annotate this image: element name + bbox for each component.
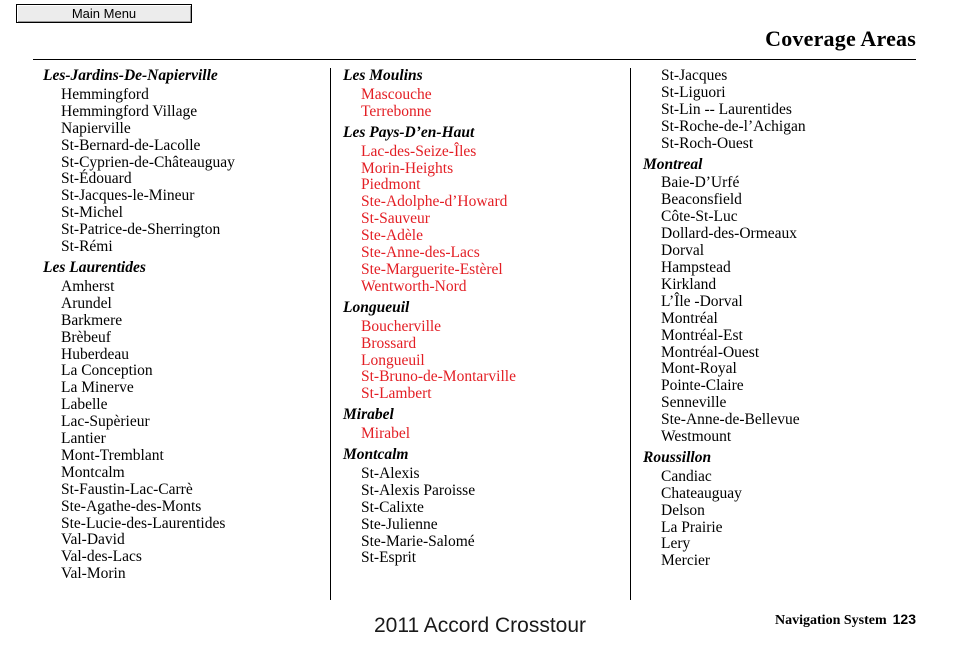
area-item: St-Michel	[61, 204, 123, 222]
area-item: Napierville	[61, 119, 131, 137]
area-item: Kirkland	[661, 275, 717, 293]
area-item: Montréal-Est	[661, 326, 743, 344]
area-item: Westmount	[661, 428, 732, 446]
area-list	[361, 426, 623, 443]
area-item: St-Calixte	[361, 498, 424, 516]
area-item: La Prairie	[661, 518, 723, 536]
area-item: Brèbeuf	[61, 328, 111, 346]
area-item: Longueuil	[361, 351, 425, 369]
region-block	[643, 68, 923, 153]
area-item: Piedmont	[361, 176, 421, 194]
area-item: Lantier	[61, 430, 106, 448]
area-item: Ste-Adèle	[361, 227, 423, 245]
area-item: St-Roche-de-l’Achigan	[661, 117, 806, 135]
area-item: Arundel	[61, 294, 112, 312]
footer-section-label: Navigation System	[775, 613, 887, 628]
area-list	[361, 319, 623, 404]
area-item: Pointe-Claire	[661, 377, 744, 395]
area-item: St-Roch-Ouest	[661, 134, 754, 152]
area-item: Montcalm	[61, 463, 125, 481]
area-item: L’Île -Dorval	[661, 292, 743, 310]
area-item: St-Patrice-de-Sherrington	[61, 221, 221, 239]
area-item: Mirabel	[361, 425, 411, 443]
area-item: Terrebonne	[361, 102, 432, 120]
area-item: Val-des-Lacs	[61, 548, 142, 566]
region-block	[343, 407, 623, 443]
main-menu-button[interactable]: Main Menu	[16, 4, 192, 23]
page-number: 123	[892, 611, 916, 627]
region-heading: Montreal	[643, 155, 703, 173]
area-list	[661, 469, 923, 570]
area-item: Mont-Tremblant	[61, 446, 164, 464]
area-item: Lac-des-Seize-Îles	[361, 142, 477, 160]
area-item: Ste-Anne-des-Lacs	[361, 244, 480, 262]
area-item: La Conception	[61, 362, 153, 380]
area-list	[361, 144, 623, 296]
title-divider	[33, 59, 916, 60]
area-item: Dollard-des-Ormeaux	[661, 225, 798, 243]
area-item: Ste-Marguerite-Estèrel	[361, 260, 503, 278]
area-item: Ste-Agathe-des-Monts	[61, 497, 202, 515]
area-item: St-Rémi	[61, 238, 113, 256]
area-item: Lac-Supèrieur	[61, 413, 150, 431]
column-divider-2	[630, 68, 631, 600]
area-item: Boucherville	[361, 317, 442, 335]
page-title: Coverage Areas	[765, 26, 916, 51]
area-item: Wentworth-Nord	[361, 277, 467, 295]
area-item: St-Bernard-de-Lacolle	[61, 136, 201, 154]
region-block	[343, 68, 623, 121]
area-item: Delson	[661, 501, 705, 519]
area-item: St-Sauveur	[361, 210, 430, 228]
region-block	[643, 157, 923, 446]
area-item: Côte-St-Luc	[661, 208, 738, 226]
area-item: Chateauguay	[661, 484, 742, 502]
area-item: St-Alexis Paroisse	[361, 481, 476, 499]
column-1	[43, 68, 323, 587]
area-list	[661, 175, 923, 446]
area-item: St-Alexis	[361, 464, 420, 482]
column-divider-1	[330, 68, 331, 600]
area-item: Ste-Anne-de-Bellevue	[661, 411, 800, 429]
region-block	[343, 125, 623, 296]
region-block	[343, 300, 623, 403]
area-item: La Minerve	[61, 379, 134, 397]
column-3	[643, 68, 923, 574]
area-list	[61, 87, 323, 256]
area-item: Ste-Marie-Salomé	[361, 532, 475, 550]
area-item: Ste-Julienne	[361, 515, 438, 533]
column-2	[343, 68, 623, 571]
area-item: Ste-Lucie-des-Laurentides	[61, 514, 226, 532]
area-item: St-Liguori	[661, 83, 726, 101]
region-block	[43, 68, 323, 256]
area-list	[361, 87, 623, 121]
area-item: Hemmingford	[61, 85, 149, 103]
area-item: Hemmingford Village	[61, 102, 198, 120]
area-item: Brossard	[361, 334, 417, 352]
region-heading: Longueuil	[343, 298, 410, 316]
area-item: St-Bruno-de-Montarville	[361, 368, 516, 386]
area-item: St-Cyprien-de-Châteauguay	[61, 153, 235, 171]
region-heading: Les-Jardins-De-Napierville	[43, 67, 218, 84]
area-list	[661, 68, 923, 153]
region-heading: Roussillon	[643, 448, 712, 466]
area-item: St-Esprit	[361, 549, 417, 567]
area-list	[61, 279, 323, 583]
area-item: St-Lambert	[361, 385, 432, 403]
area-item: Mercier	[661, 552, 711, 570]
region-block	[343, 447, 623, 567]
region-heading: Montcalm	[343, 446, 409, 464]
area-item: Lery	[661, 535, 691, 553]
region-block	[643, 450, 923, 570]
area-item: Senneville	[661, 394, 727, 412]
area-item: Dorval	[661, 242, 705, 260]
area-item: Ste-Adolphe-d’Howard	[361, 193, 508, 211]
area-item: Labelle	[61, 396, 108, 414]
area-item: Val-Morin	[61, 565, 126, 583]
area-item: Amherst	[61, 277, 115, 295]
area-item: Morin-Heights	[361, 159, 454, 177]
area-item: Montréal-Ouest	[661, 343, 760, 361]
area-item: Barkmere	[61, 311, 123, 329]
watermark-text: 2011 Accord Crosstour	[373, 614, 587, 637]
area-item: Mont-Royal	[661, 360, 737, 378]
area-item: St-Faustin-Lac-Carrè	[61, 480, 193, 498]
area-item: Candiac	[661, 467, 712, 485]
area-item: Huberdeau	[61, 345, 129, 363]
area-item: St-Jacques	[661, 67, 728, 84]
area-item: St-Édouard	[61, 170, 132, 188]
region-block	[43, 260, 323, 583]
area-item: Beaconsfield	[661, 191, 742, 209]
region-heading: Les Moulins	[343, 67, 423, 84]
area-item: Mascouche	[361, 85, 432, 103]
region-heading: Les Pays-D’en-Haut	[343, 123, 475, 141]
area-item: Baie-D’Urfé	[661, 174, 740, 192]
area-item: Hampstead	[661, 258, 731, 276]
area-item: St-Jacques-le-Mineur	[61, 187, 195, 205]
region-heading: Les Laurentides	[43, 258, 146, 276]
area-item: Montréal	[661, 309, 718, 327]
area-item: Val-David	[61, 531, 125, 549]
area-list	[361, 466, 623, 567]
area-item: St-Lin -- Laurentides	[661, 100, 792, 118]
region-heading: Mirabel	[343, 406, 394, 424]
